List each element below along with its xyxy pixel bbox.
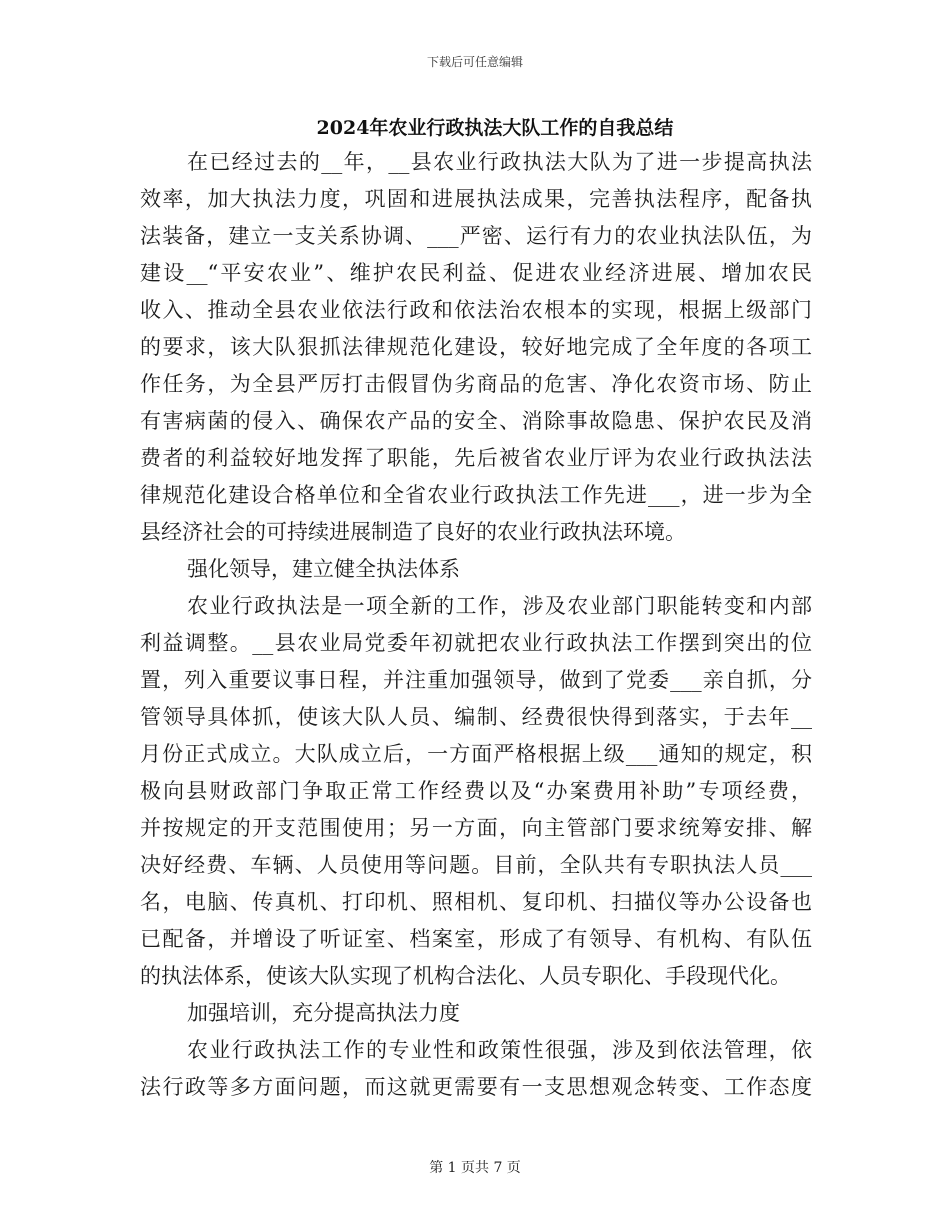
text-line: 作任务，为全县严厉打击假冒伪劣商品的危害、净化农资市场、防止 (140, 372, 812, 396)
text-line: 的要求，该大队狠抓法律规范化建设，较好地完成了全年度的各项工 (140, 335, 812, 359)
text-line: 有害病菌的侵入、确保农产品的安全、消除事故隐患、保护农民及消 (140, 409, 812, 433)
text-line: 建设__“平安农业”、维护农民利益、促进农业经济进展、增加农民 (140, 261, 812, 285)
text-line: 费者的利益较好地发挥了职能，先后被省农业厅评为农业行政执法法 (140, 446, 812, 470)
text-line: 强化领导，建立健全执法体系 (187, 557, 460, 581)
text-line: 决好经费、车辆、人员使用等问题。目前，全队共有专职执法人员___ (140, 853, 812, 877)
body-paragraph (140, 1032, 812, 1106)
text-line: 极向县财政部门争取正常工作经费以及“办案费用补助”专项经费， (140, 779, 812, 803)
text-line: 效率，加大执法力度，巩固和进展执法成果，完善执法程序，配备执 (140, 187, 812, 211)
text-line: 管领导具体抓，使该大队人员、编制、经费很快得到落实，于去年__ (140, 705, 812, 729)
text-line: 的执法体系，使该大队实现了机构合法化、人员专职化、手段现代化。 (140, 964, 791, 988)
text-line: 农业行政执法工作的专业性和政策性很强，涉及到依法管理，依 (187, 1038, 812, 1062)
text-line: 利益调整。__县农业局党委年初就把农业行政执法工作摆到突出的位 (140, 631, 812, 655)
text-line: 名，电脑、传真机、打印机、照相机、复印机、扫描仪等办公设备也 (140, 890, 812, 914)
section-heading (140, 995, 812, 1032)
text-line: 县经济社会的可持续进展制造了良好的农业行政执法环境。 (140, 520, 686, 544)
text-line: 收入、推动全县农业依法行政和依法治农根本的实现，根据上级部门 (140, 298, 812, 322)
text-line: 律规范化建设合格单位和全省农业行政执法工作先进___，进一步为全 (140, 483, 812, 507)
body-paragraph (140, 144, 812, 551)
text-line: 已配备，并增设了听证室、档案室，形成了有领导、有机构、有队伍 (140, 927, 812, 951)
text-line: 置，列入重要议事日程，并注重加强领导，做到了党委___亲自抓，分 (140, 668, 812, 692)
document-body (140, 144, 812, 1106)
document-title: 2024年农业行政执法大队工作的自我总结 (316, 117, 674, 139)
page-number: 第 1 页共 7 页 (429, 1160, 521, 1176)
body-paragraph (140, 588, 812, 995)
text-line: 加强培训，充分提高执法力度 (187, 1001, 460, 1025)
text-line: 在已经过去的__年，__县农业行政执法大队为了进一步提高执法 (187, 150, 812, 174)
section-heading (140, 551, 812, 588)
text-line: 农业行政执法是一项全新的工作，涉及农业部门职能转变和内部 (187, 594, 812, 618)
text-line: 法行政等多方面问题，而这就更需要有一支思想观念转变、工作态度 (140, 1075, 812, 1099)
text-line: 法装备，建立一支关系协调、___严密、运行有力的农业执法队伍，为 (140, 224, 812, 248)
page-header-note: 下载后可任意编辑 (426, 55, 523, 69)
text-line: 并按规定的开支范围使用；另一方面，向主管部门要求统筹安排、解 (140, 816, 812, 840)
text-line: 月份正式成立。大队成立后，一方面严格根据上级___通知的规定，积 (140, 742, 812, 766)
